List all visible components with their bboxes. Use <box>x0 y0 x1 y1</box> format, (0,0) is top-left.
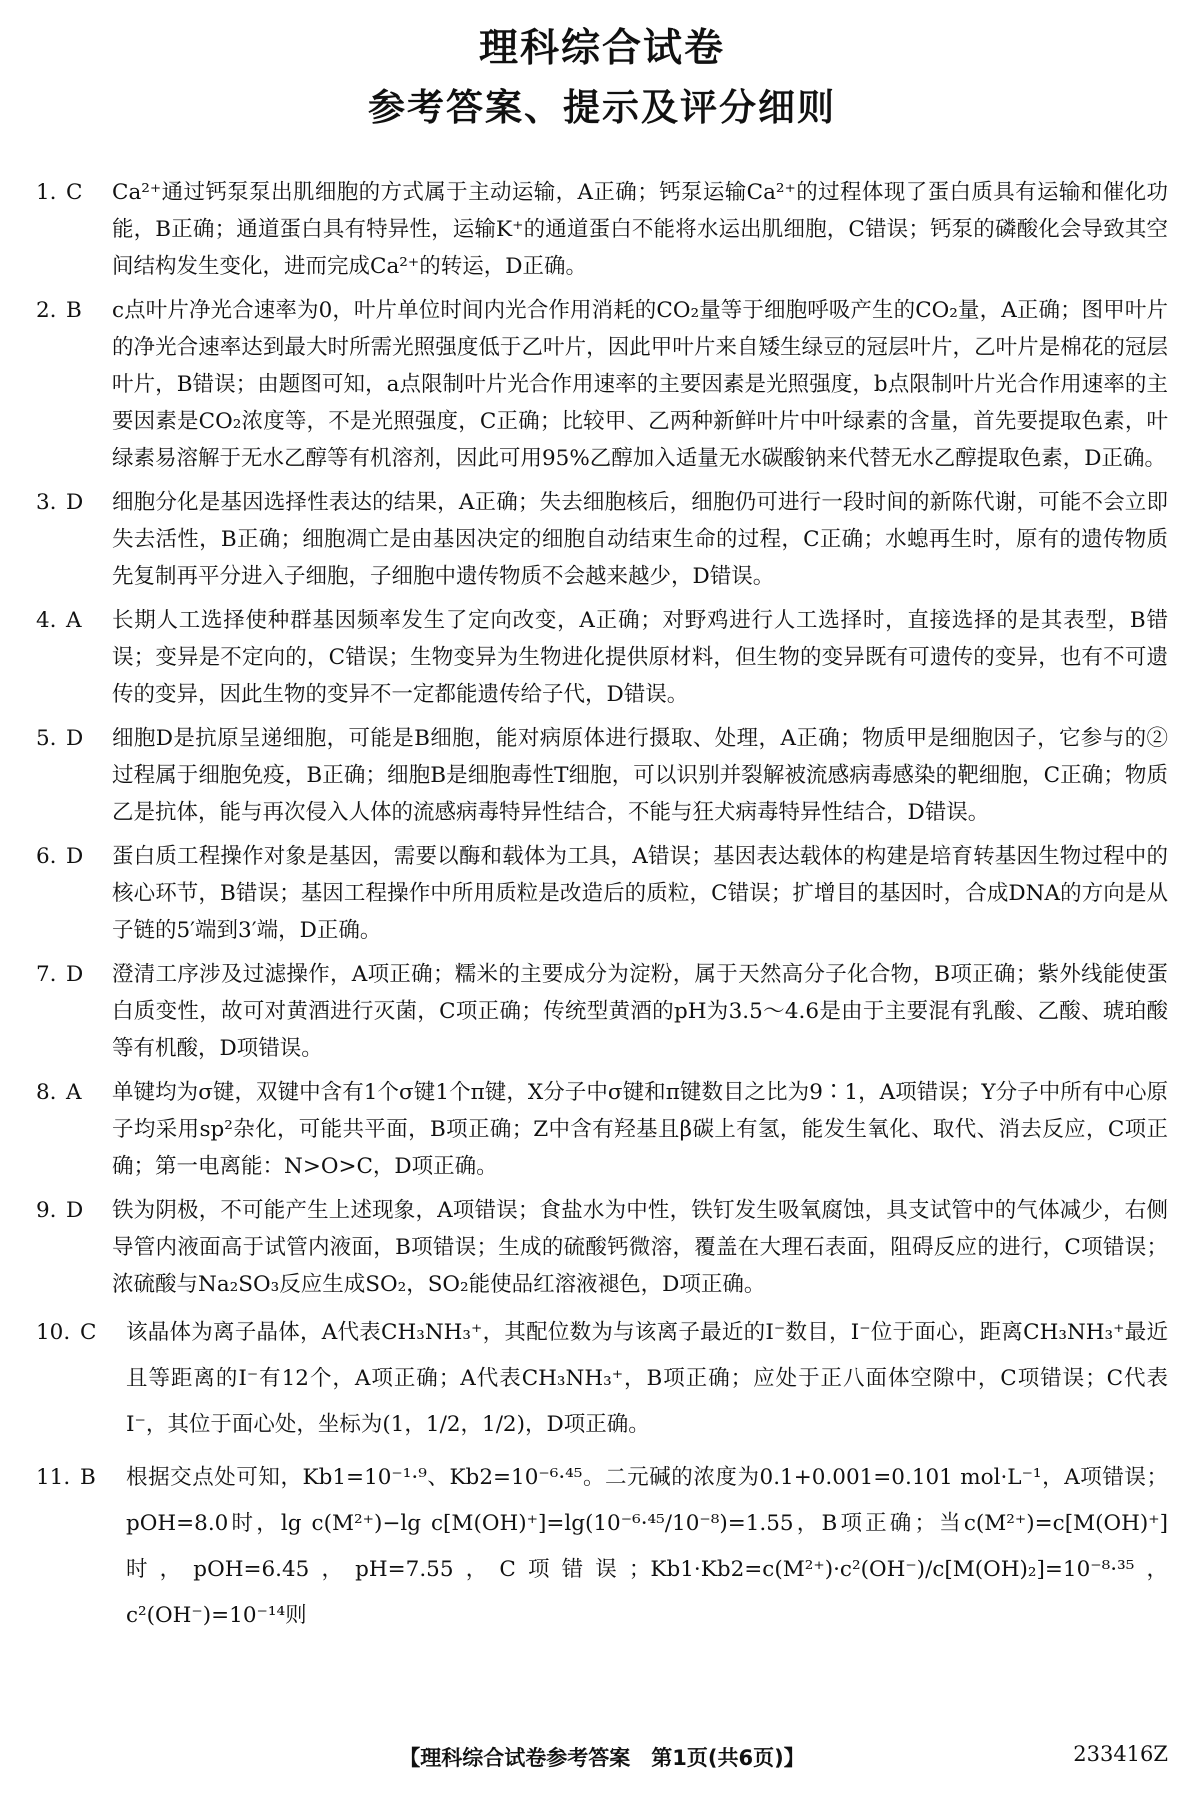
answer-item-5 <box>36 720 1168 831</box>
item-number: 9. <box>36 1198 57 1223</box>
answer-item-9 <box>36 1192 1168 1303</box>
item-answer: B <box>66 298 82 323</box>
item-explanation: 蛋白质工程操作对象是基因，需要以酶和载体为工具，A错误；基因表达载体的构建是培育转基因生物过程中的核心环节，B错误；基因工程操作中所用质粒是改造后的质粒，C错误；扩增目的基因时，合成DNA的方向是从子链的5′端到3′端，D正确。 <box>112 844 1168 943</box>
paper-code: 233416Z <box>1073 1742 1168 1766</box>
item-answer: B <box>80 1465 96 1490</box>
item-explanation: 单键均为σ键，双键中含有1个σ键1个π键，X分子中σ键和π键数目之比为9∶1，A项错误；Y分子中所有中心原子均采用sp²杂化，可能共平面，B项正确；Z中含有羟基且β碳上有氢，能发生氧化、取代、消去反应，C项正确；第一电离能：N>O>C，D项正确。 <box>112 1080 1168 1179</box>
item-number: 5. <box>36 726 57 751</box>
item-number: 6. <box>36 844 57 869</box>
item-answer: D <box>66 490 84 515</box>
item-number: 3. <box>36 490 57 515</box>
item-answer: D <box>66 962 84 987</box>
item-explanation: 澄清工序涉及过滤操作，A项正确；糯米的主要成分为淀粉，属于天然高分子化合物，B项正确；紫外线能使蛋白质变性，故可对黄酒进行灭菌，C项正确；传统型黄酒的pH为3.5～4.6是由于主要混有乳酸、乙酸、琥珀酸等有机酸，D项错误。 <box>112 962 1168 1061</box>
page-title: 理科综合试卷 <box>478 26 725 71</box>
item-answer: C <box>80 1320 97 1345</box>
item-explanation: c点叶片净光合速率为0，叶片单位时间内光合作用消耗的CO₂量等于细胞呼吸产生的CO₂量，A正确；图甲叶片的净光合速率达到最大时所需光照强度低于乙叶片，因此甲叶片来自矮生绿豆的冠层叶片，乙叶片是棉花的冠层叶片，B错误；由题图可知，a点限制叶片光合作用速率的主要因素是光照强度，b点限制叶片光合作用速率的主要因素是CO₂浓度等，不是光照强度，C正确；比较甲、乙两种新鲜叶片中叶绿素的含量，首先要提取色素，叶绿素易溶解于无水乙醇等有机溶剂，因此可用95%乙醇加入适量无水碳酸钠来代替无水乙醇提取色素，D正确。 <box>112 298 1168 471</box>
answer-item-7 <box>36 956 1168 1067</box>
footer-title: 【理科综合试卷参考答案 第1页(共6页)】 <box>399 1746 805 1770</box>
item-explanation: 该晶体为离子晶体，A代表CH₃NH₃⁺，其配位数为与该离子最近的I⁻数目，I⁻位于面心，距离CH₃NH₃⁺最近且等距离的I⁻有12个，A项正确；A代表CH₃NH₃⁺，B项正确；应处于正八面体空隙中，C项错误；C代表I⁻，其位于面心处，坐标为(1，1/2，1/2)，D项正确。 <box>126 1320 1168 1437</box>
item-number: 2. <box>36 298 57 323</box>
answer-item-11 <box>36 1455 1168 1639</box>
item-explanation: 根据交点处可知，Kb1=10⁻¹·⁹、Kb2=10⁻⁶·⁴⁵。二元碱的浓度为0.1+0.001=0.101 mol·L⁻¹，A项错误；pOH=8.0时，lg c(M²⁺)−lg c[M(OH)⁺]=lg(10⁻⁶·⁴⁵/10⁻⁸)=1.55，B项正确；当c(M²⁺)=c[M(OH)⁺]时，pOH=6.45，pH=7.55，C项错误；Kb1·Kb2=c(M²⁺)·c²(OH⁻)/c[M(OH)₂]=10⁻⁸·³⁵，c²(OH⁻)=10⁻¹⁴则 <box>126 1465 1168 1628</box>
item-number: 8. <box>36 1080 57 1105</box>
item-answer: C <box>66 180 83 205</box>
item-explanation: 细胞D是抗原呈递细胞，可能是B细胞，能对病原体进行摄取、处理，A正确；物质甲是细胞因子，它参与的②过程属于细胞免疫，B正确；细胞B是细胞毒性T细胞，可以识别并裂解被流感病毒感染的靶细胞，C正确；物质乙是抗体，能与再次侵入人体的流感病毒特异性结合，不能与狂犬病毒特异性结合，D错误。 <box>112 726 1168 825</box>
item-explanation: 铁为阴极，不可能产生上述现象，A项错误；食盐水为中性，铁钉发生吸氧腐蚀，具支试管中的气体减少，右侧导管内液面高于试管内液面，B项错误；生成的硫酸钙微溶，覆盖在大理石表面，阻碍反应的进行，C项错误；浓硫酸与Na₂SO₃反应生成SO₂，SO₂能使品红溶液褪色，D项正确。 <box>112 1198 1168 1297</box>
answer-list <box>36 174 1168 1639</box>
item-number: 1. <box>36 180 57 205</box>
item-answer: D <box>66 726 84 751</box>
item-number: 7. <box>36 962 57 987</box>
answer-item-3 <box>36 484 1168 595</box>
item-number: 11. <box>36 1465 71 1490</box>
page-footer <box>36 1742 1168 1776</box>
item-number: 4. <box>36 608 57 633</box>
answer-item-8 <box>36 1074 1168 1185</box>
item-explanation: Ca²⁺通过钙泵泵出肌细胞的方式属于主动运输，A正确；钙泵运输Ca²⁺的过程体现了蛋白质具有运输和催化功能，B正确；通道蛋白具有特异性，运输K⁺的通道蛋白不能将水运出肌细胞，C错误；钙泵的磷酸化会导致其空间结构发生变化，进而完成Ca²⁺的转运，D正确。 <box>112 180 1168 279</box>
item-explanation: 长期人工选择使种群基因频率发生了定向改变，A正确；对野鸡进行人工选择时，直接选择的是其表型，B错误；变异是不定向的，C错误；生物变异为生物进化提供原材料，但生物的变异既有可遗传的变异，也有不可遗传的变异，因此生物的变异不一定都能遗传给子代，D错误。 <box>112 608 1168 707</box>
item-number: 10. <box>36 1320 71 1345</box>
page-subtitle: 参考答案、提示及评分细则 <box>368 86 836 129</box>
item-answer: D <box>66 844 84 869</box>
answer-item-2 <box>36 292 1168 477</box>
item-explanation: 细胞分化是基因选择性表达的结果，A正确；失去细胞核后，细胞仍可进行一段时间的新陈代谢，可能不会立即失去活性，B正确；细胞凋亡是由基因决定的细胞自动结束生命的过程，C正确；水螅再生时，原有的遗传物质先复制再平分进入子细胞，子细胞中遗传物质不会越来越少，D错误。 <box>112 490 1168 589</box>
answer-item-6 <box>36 838 1168 949</box>
item-answer: A <box>66 1080 82 1105</box>
item-answer: A <box>66 608 82 633</box>
item-answer: D <box>66 1198 84 1223</box>
answer-item-10 <box>36 1310 1168 1448</box>
answer-item-1 <box>36 174 1168 285</box>
answer-item-4 <box>36 602 1168 713</box>
